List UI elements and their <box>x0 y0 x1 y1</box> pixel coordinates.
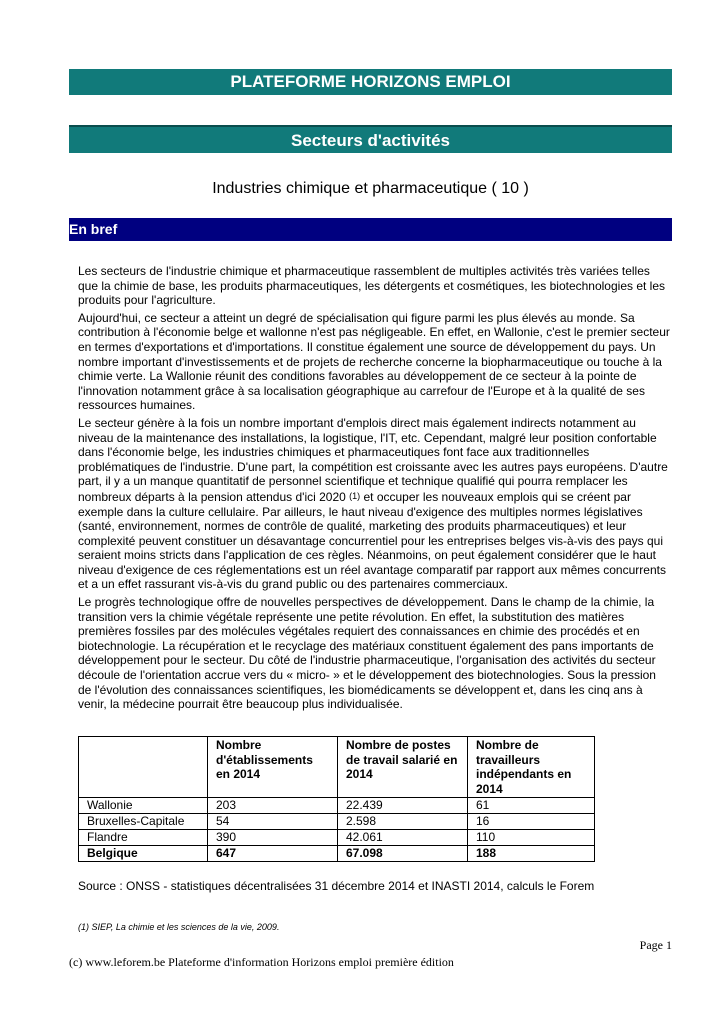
cell-salaried-posts: 67.098 <box>338 846 468 862</box>
paragraph-3-part-b: et occuper les nouveaux emplois qui se créent par exemple dans la culture cellulaire. Par ailleurs, le haut niveau d'exigence des multiples normes législatives (santé, environnement, normes de contrôle de qualité, marketing des produits pharmaceutiques) et leur complexité peuvent constituer un désavantage concurrentiel pour les entreprises belges vis-à-vis des pays qui seraient moins stricts dans l'application de ces règles. Néanmoins, on peut également considérer que le haut niveau d'exigence de ces réglementations est un réel avantage comparatif par rapport aux mêmes concurrents et a un effet rassurant vis-à-vis du grand public ou des partenaires commerciaux. <box>78 489 666 592</box>
cell-self-employed: 16 <box>468 814 595 830</box>
row-label: Bruxelles-Capitale <box>79 814 208 830</box>
cell-establishments: 647 <box>208 846 338 862</box>
sector-subtitle: Industries chimique et pharmaceutique ( 10 ) <box>212 180 529 197</box>
row-label: Flandre <box>79 830 208 846</box>
row-label: Wallonie <box>79 798 208 814</box>
cell-establishments: 54 <box>208 814 338 830</box>
cell-establishments: 390 <box>208 830 338 846</box>
cell-self-employed: 110 <box>468 830 595 846</box>
cell-salaried-posts: 22.439 <box>338 798 468 814</box>
body-text <box>78 264 672 715</box>
cell-self-employed: 61 <box>468 798 595 814</box>
paragraph-3-part-a: Le secteur génère à la fois un nombre important d'emplois direct mais également indirects notamment au niveau de la maintenance des installations, la logistique, l'IT, etc. Cependant, malgré leur position confortable dans l'économie belge, les industries chimiques et pharmaceutiques font face aux traditionnelles problématiques de l'industrie. D'une part, la compétition est croissante avec les autres pays européens. D'autre part, il y a un manque quantitatif de personnel scientifique et technique qualifié qui pourra remplacer les nombreux départs à la pension attendus d'ici 2020 <box>78 415 668 504</box>
statistics-table <box>78 736 595 862</box>
footnote-reference: (1) <box>349 490 361 501</box>
table-total-row <box>79 846 595 862</box>
table-row <box>79 798 595 814</box>
table-row <box>79 814 595 830</box>
header-cell-region <box>79 737 208 798</box>
copyright-line: (c) www.leforem.be Plateforme d'information Horizons emploi première édition <box>69 955 454 969</box>
section-title: Secteurs d'activités <box>290 131 450 150</box>
page-number: Page 1 <box>639 938 672 952</box>
footnote: (1) SIEP, La chimie et les sciences de la vie, 2009. <box>78 922 280 932</box>
row-label: Belgique <box>79 846 208 862</box>
header-cell-salaried-posts: Nombre de postes de travail salarié en 2014 <box>338 737 468 798</box>
table-header-row <box>79 737 595 798</box>
section-title-banner <box>69 125 672 153</box>
platform-title: PLATEFORME HORIZONS EMPLOI <box>230 72 511 91</box>
source-note: Source : ONSS - statistiques décentralisées 31 décembre 2014 et INASTI 2014, calculs le Forem <box>78 879 595 893</box>
paragraph-1: Les secteurs de l'industrie chimique et pharmaceutique rassemblent de multiples activités très variées telles que la chimie de base, les produits pharmaceutiques, les détergents et cosmétiques, les biotechnologies et les produits pour l'agriculture. <box>78 264 666 308</box>
platform-title-banner <box>69 69 672 95</box>
cell-salaried-posts: 42.061 <box>338 830 468 846</box>
cell-establishments: 203 <box>208 798 338 814</box>
cell-self-employed: 188 <box>468 846 595 862</box>
paragraph-3 <box>78 416 672 592</box>
en-bref-label: En bref <box>69 221 118 237</box>
table-row <box>79 830 595 846</box>
header-cell-self-employed: Nombre de travailleurs indépendants en 2014 <box>468 737 595 798</box>
header-cell-establishments: Nombre d'établissements en 2014 <box>208 737 338 798</box>
cell-salaried-posts: 2.598 <box>338 814 468 830</box>
paragraph-2: Aujourd'hui, ce secteur a atteint un degré de spécialisation qui figure parmi les plus élevés au monde. Sa contribution à l'économie belge et wallonne n'est pas négligeable. En effet, en Wallonie, c'est le premier secteur en termes d'exportations et d'importations. Il constitue également une source de développement du pays. Un nombre important d'investissements et de projets de recherche concerne la biopharmaceutique ou touche à la chimie verte. La Wallonie réunit des conditions favorables au développement de ce secteur à la pointe de l'innovation notamment grâce à sa localisation géographique au carrefour de l'Europe et à la qualité de ses ressources humaines. <box>78 310 670 413</box>
paragraph-4: Le progrès technologique offre de nouvelles perspectives de développement. Dans le champ de la chimie, la transition vers la chimie végétale représente une petite révolution. En effet, la substitution des matières premières fossiles par des molécules végétales requiert des connaissances en chimie des procédés et en biotechnologie. La récupération et le recyclage des matériaux constituent également des pans importants de développement pour le secteur. Du côté de l'industrie pharmaceutique, l'organisation des activités du secteur découle de l'orientation accrue vers du « micro- » et le développement des biotechnologies. Sous la pression de l'évolution des connaissances scientifiques, les biomédicaments se développent et, dans les cinq ans à venir, la médecine pourrait être beaucoup plus individualisée. <box>78 595 656 712</box>
en-bref-bar <box>69 218 672 241</box>
